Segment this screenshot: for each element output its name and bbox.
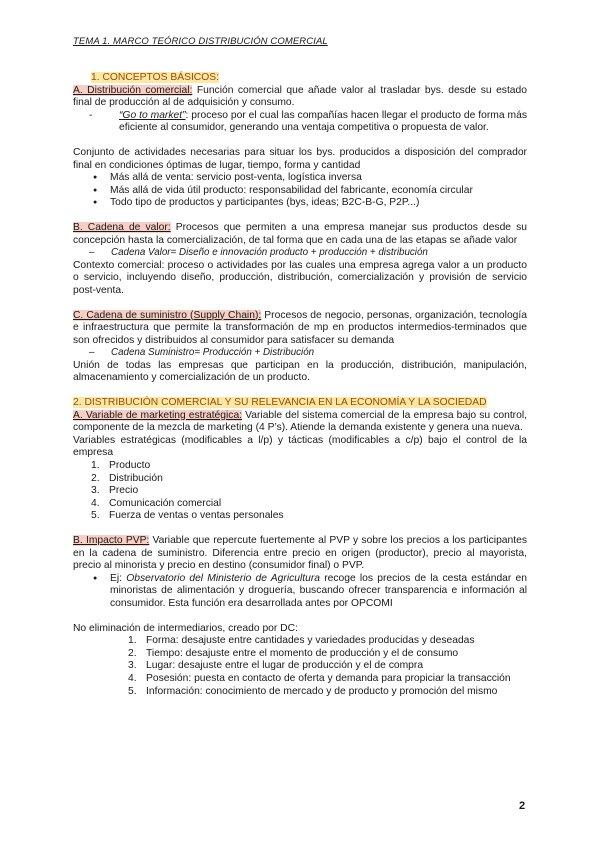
list-item: ● Ej: Observatorio del Ministerio de Agricultura recoge los precios de la cesta estándar en minoristas de alimentación y droguería, buscando ofrecer transparencia e información al consumidor. Esta función era desarrollada antes por OPCOMI: [110, 573, 527, 611]
term-impacto-pvp: B. Impacto PVP:: [73, 535, 150, 546]
definition-distribucion: A. Distribución comercial: Función comercial que añade valor al trasladar bys. desde su estado final de producción al de adquisición y consumo.: [73, 84, 527, 109]
list-item: 4. Posesión: puesta en contacto de oferta y demanda para propiciar la transacción: [128, 672, 511, 684]
paragraph-contexto: Contexto comercial: proceso o actividades por las cuales una empresa agrega valor a un producto o servicio, incluyendo diseño, producción, distribución, comercialización y provisión de servicio post-venta.: [73, 259, 527, 296]
paragraph-conjunto: Conjunto de actividades necesarias para situar los bys. producidos a disposición del comprador final en condiciones óptimas de lugar, tiempo, forma y cantidad: [73, 146, 527, 171]
document-header: TEMA 1. MARCO TEÓRICO DISTRIBUCIÓN COMERCIAL: [73, 36, 328, 47]
paragraph-union: Unión de todas las empresas que participan en la producción, distribución, manipulación, almacenamiento y comercialización de un producto.: [73, 359, 527, 384]
list-item: 3. Precio: [91, 485, 139, 497]
paragraph-variables: Variables estratégicas (modificables a l/p) y tácticas (modificables a c/p) bajo el control de la empresa: [73, 434, 527, 459]
list-item: 2. Distribución: [91, 472, 163, 484]
list-item: 3. Lugar: desajuste entre el lugar de producción y el de compra: [128, 660, 424, 672]
page-number: 2: [519, 800, 526, 812]
list-item: - “Go to market”: proceso por el cual las compañías hacen llegar el producto de forma más eficiente al consumidor, generando una ventaja competitiva o propuesta de valor.: [119, 110, 527, 135]
list-item: ● Más allá de vida útil producto: responsabilidad del fabricante, economía circular: [110, 185, 527, 198]
section-1-title: 1. CONCEPTOS BÁSICOS:: [91, 72, 219, 83]
numbered-list-variables: [73, 460, 527, 523]
numbered-list-desajustes: [73, 635, 527, 698]
list-item: ● Todo tipo de productos y participantes (bys, ideas; B2C-B-G, P2P...): [110, 197, 527, 210]
paragraph-no-eliminacion: No eliminación de intermediarios, creado por DC:: [73, 622, 298, 634]
go-to-market-list: [73, 110, 527, 135]
term-cadena-suministro: C. Cadena de suministro (Supply Chain):: [73, 309, 262, 321]
bullet-list-ejemplo: [73, 573, 527, 611]
list-item: 5. Fuerza de ventas o ventas personales: [91, 510, 284, 522]
list-item: 1. Forma: desajuste entre cantidades y variedades producidas y deseadas: [128, 635, 475, 647]
document-body: [73, 72, 527, 698]
definition-cadena-valor: B. Cadena de valor: Procesos que permiten a una empresa manejar sus productos desde su concepción hasta la comercialización, de tal forma que en cada una de las etapas se añade valor: [73, 221, 527, 246]
section-2-title: 2. DISTRIBUCIÓN COMERCIAL Y SU RELEVANCIA EN LA ECONOMÍA Y LA SOCIEDAD: [73, 397, 487, 409]
term-distribucion: A. Distribución comercial:: [73, 84, 193, 96]
definition-impacto-pvp: B. Impacto PVP: Variable que repercute fuertemente al PVP y sobre los precios a los participantes en la cadena de suministro. Diferencia entre precio en origen (productor), precio al mayorista, precio al minorista y precio en destino (consumidor final) o PVP.: [73, 535, 527, 572]
list-item: 5. Información: conocimiento de mercado y de producto y promoción del mismo: [128, 685, 498, 697]
formula-cadena-suministro: – Cadena Suministro= Producción + Distribución: [89, 347, 315, 359]
list-item: ● Más allá de venta: servicio post-venta, logística inversa: [110, 172, 527, 185]
definition-variable-marketing: A. Variable de marketing estratégica: Variable del sistema comercial de la empresa bajo su control, componente de la mezcla de marketing (4 P’s). Atiende la demanda existente y genera una nueva.: [73, 409, 527, 434]
list-item: 4. Comunicación comercial: [91, 497, 222, 509]
bullet-list-conjunto: [73, 172, 527, 210]
list-item: 2. Tiempo: desajuste entre el momento de producción y el de consumo: [128, 647, 459, 659]
formula-cadena-valor: – Cadena Valor= Diseño e innovación producto + producción + distribución: [89, 247, 428, 259]
term-cadena-valor: B. Cadena de valor:: [73, 221, 171, 233]
definition-cadena-suministro: C. Cadena de suministro (Supply Chain): Procesos de negocio, personas, organización, tecnología e infraestructura que permite la transformación de mp en productos intermedios-terminados que son ofrecidos y distribuidos al consumidor para satisfacer su demanda: [73, 309, 527, 346]
term-variable-marketing: A. Variable de marketing estratégica:: [73, 409, 243, 421]
list-item: 1. Producto: [91, 460, 151, 472]
